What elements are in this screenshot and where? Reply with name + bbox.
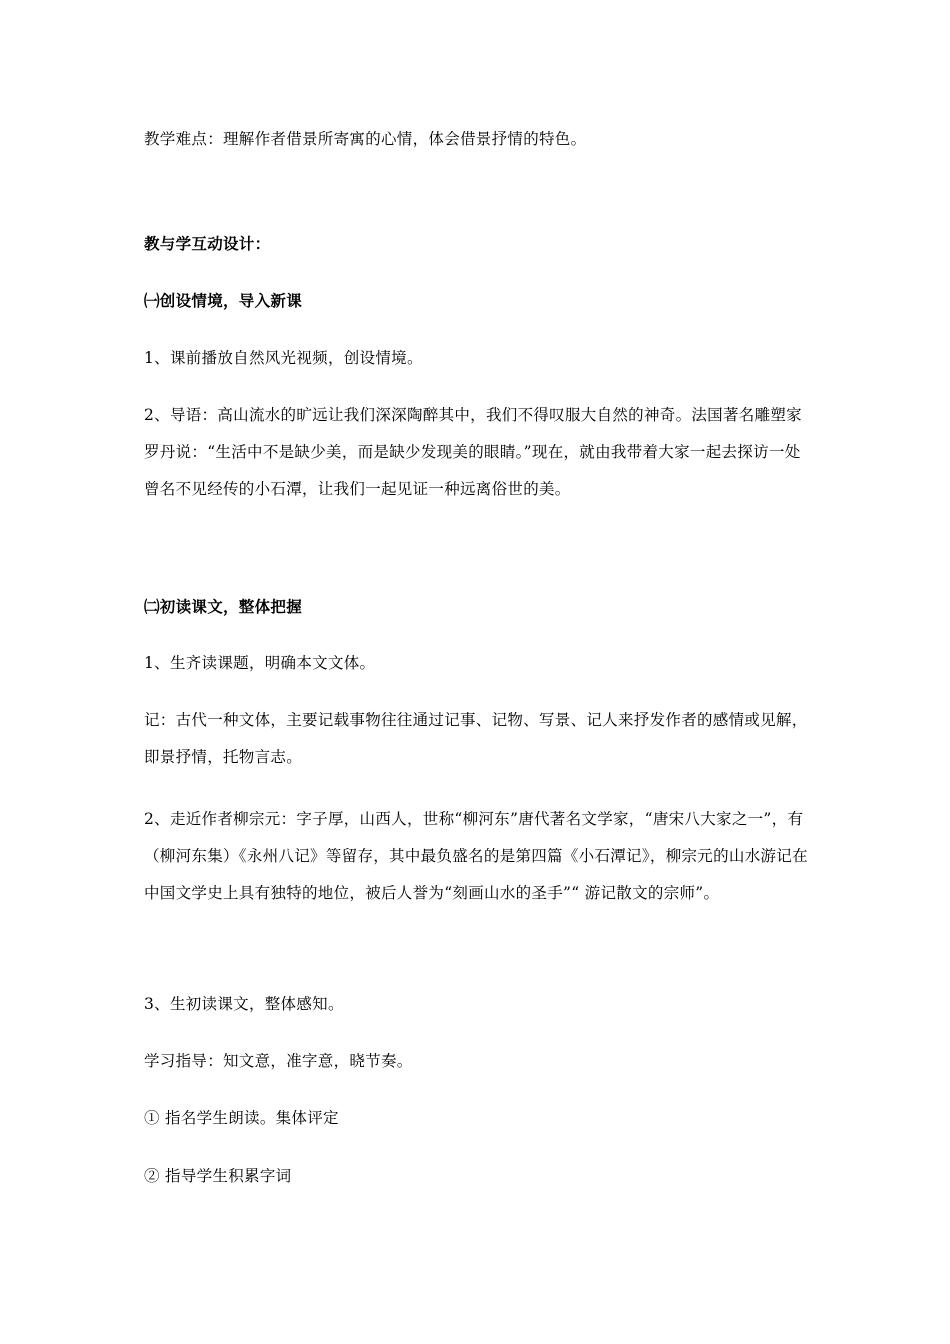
section2-item3: 3、生初读课文，整体感知。 xyxy=(144,995,344,1013)
section2-item2: 2、走近作者柳宗元：字子厚，山西人，世称“柳河东”唐代著名文学家，“唐宋八大家之一”，有（柳河东集）《永州八记》等留存，其中最负盛名的是第四篇《小石潭记》，柳宗元的山水游记在中国文学史上具有独特的地位，被后人誉为“刻画山水的圣手”“ 游记散文的宗师”。 xyxy=(144,810,808,902)
guidance-step1: ① 指名学生朗读。集体评定 xyxy=(144,1109,339,1127)
section1-heading: ㈠创设情境，导入新课 xyxy=(144,291,303,310)
guidance-step2: ② 指导学生积累字词 xyxy=(144,1167,292,1185)
teaching-difficulty: 教学难点：理解作者借景所寄寓的心情，体会借景抒情的特色。 xyxy=(144,130,587,148)
section1-item2: 2、导语：高山流水的旷远让我们深深陶醉其中，我们不得叹服大自然的神奇。法国著名雕塑家罗丹说：“生活中不是缺少美，而是缺少发现美的眼睛。”现在，就由我带着大家一起去探访一处曾名不见经传的小石潭，让我们一起见证一种远离俗世的美。 xyxy=(144,406,802,498)
section1-item1: 1、课前播放自然风光视频，创设情境。 xyxy=(144,349,423,367)
section2-heading: ㈡初读课文，整体把握 xyxy=(144,597,303,616)
design-heading: 教与学互动设计： xyxy=(144,234,271,253)
ji-definition: 记：古代一种文体，主要记载事物往往通过记事、记物、写景、记人来抒发作者的感情或见解，即景抒情，托物言志。 xyxy=(144,711,808,766)
section2-item1: 1、生齐读课题，明确本文文体。 xyxy=(144,654,376,672)
study-guidance: 学习指导：知文意，准字意，晓节奏。 xyxy=(144,1052,413,1070)
